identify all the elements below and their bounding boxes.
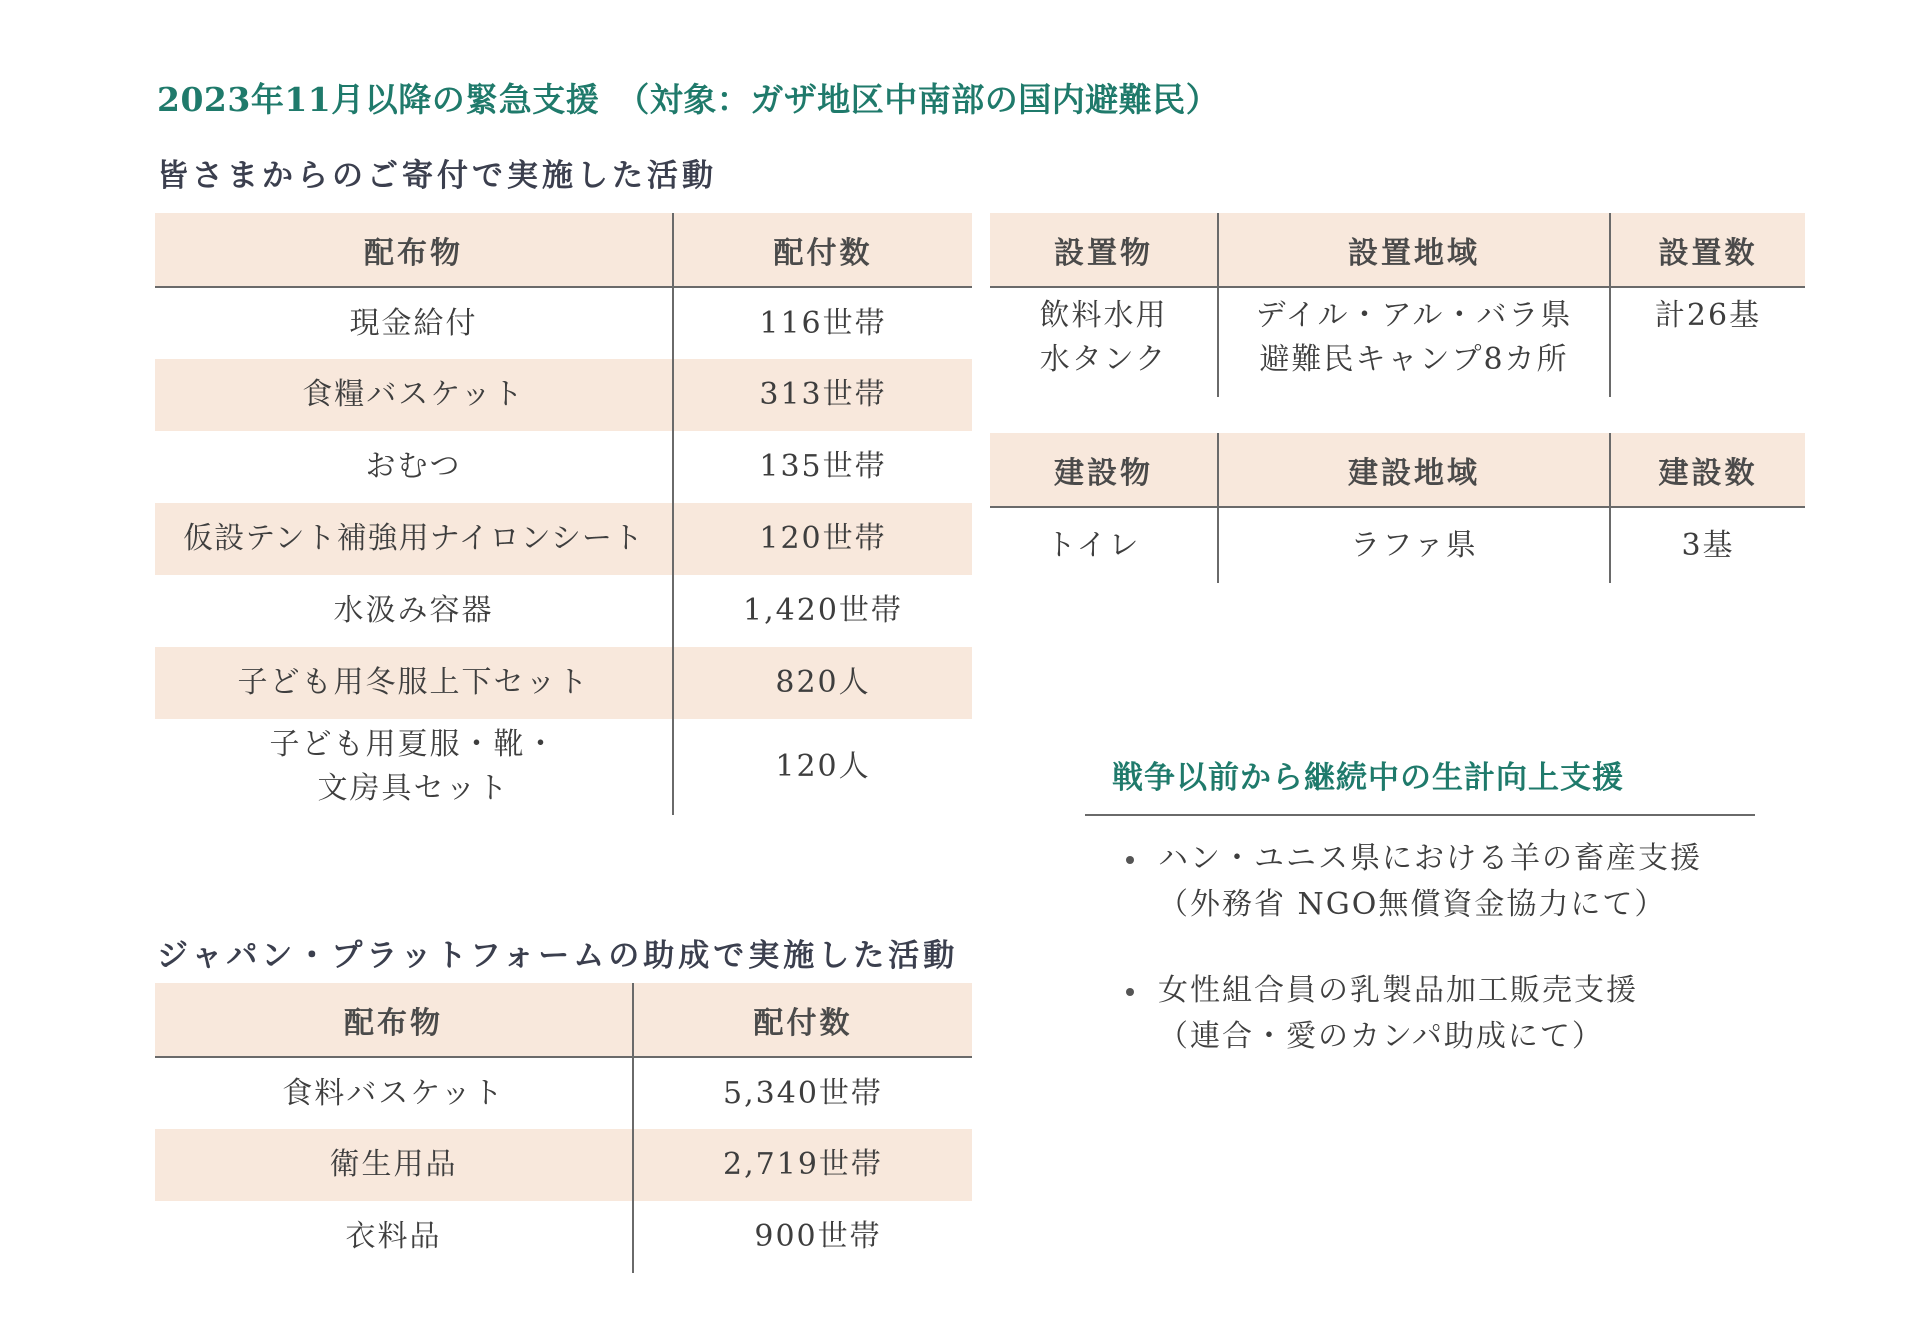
- bullet-line: 女性組合員の乳製品加工販売支援: [1158, 973, 1638, 1008]
- column-header-item: 配布物: [155, 213, 673, 287]
- table-row: [155, 1201, 972, 1273]
- column-header-count: 配付数: [633, 983, 972, 1057]
- table-row: [155, 287, 972, 359]
- jpf-section-title: ジャパン・プラットフォームの助成で実施した活動: [157, 938, 959, 974]
- table-row: [155, 1129, 972, 1201]
- area-line: 避難民キャンプ8カ所: [1259, 342, 1569, 377]
- column-header-item: 配布物: [155, 983, 633, 1057]
- item-cell: 現金給付: [155, 287, 673, 359]
- table-row: [155, 359, 972, 431]
- bullet-line: （連合・愛のカンパ助成にて）: [1158, 1019, 1604, 1054]
- item-line: 子ども用夏服・靴・: [269, 727, 558, 762]
- ongoing-support-list: [1120, 836, 1760, 1100]
- item-cell: 衛生用品: [155, 1129, 633, 1201]
- table-header-row: [155, 213, 972, 287]
- item-cell: 食料バスケット: [155, 1057, 633, 1129]
- table-row: [990, 287, 1805, 397]
- count-cell: 5,340世帯: [723, 1075, 883, 1111]
- item-cell: [990, 287, 1218, 397]
- table-header-row: [990, 433, 1805, 507]
- list-item: [1120, 836, 1760, 928]
- bullet-dot-icon: [1126, 988, 1134, 996]
- table-row: [155, 431, 972, 503]
- table-row: [155, 719, 972, 815]
- item-line: 飲料水用: [1039, 298, 1168, 333]
- item-cell: 食糧バスケット: [155, 359, 673, 431]
- table-row: [155, 1057, 972, 1129]
- item-cell: 衣料品: [155, 1201, 633, 1273]
- count-cell: 820人: [673, 647, 972, 719]
- bullet-line: （外務省 NGO無償資金協力にて）: [1158, 887, 1667, 922]
- item-cell: 水汲み容器: [155, 575, 673, 647]
- count-cell: 3基: [1681, 527, 1735, 563]
- table-header-row: [990, 213, 1805, 287]
- list-item: [1120, 968, 1760, 1060]
- donation-distribution-table: [155, 213, 972, 815]
- ongoing-section-title: 戦争以前から継続中の生計向上支援: [1112, 760, 1624, 796]
- item-line: 水タンク: [1039, 342, 1168, 377]
- page-title: 2023年11月以降の緊急支援 （対象：ガザ地区中南部の国内避難民）: [157, 80, 1220, 119]
- jpf-distribution-table: [155, 983, 972, 1273]
- column-header-built-area: 建設地域: [1218, 433, 1610, 507]
- installation-table: [990, 213, 1805, 397]
- item-cell: おむつ: [155, 431, 673, 503]
- column-header-installed-item: 設置物: [990, 213, 1218, 287]
- item-cell: トイレ: [990, 507, 1218, 583]
- donation-section-title: 皆さまからのご寄付で実施した活動: [157, 158, 717, 194]
- count-cell: 計26基: [1654, 298, 1762, 333]
- table-row: [990, 507, 1805, 583]
- table-row: [155, 575, 972, 647]
- table-row: [155, 647, 972, 719]
- column-header-installed-area: 設置地域: [1218, 213, 1610, 287]
- item-line: 文房具セット: [317, 771, 510, 806]
- table-header-row: [155, 983, 972, 1057]
- count-cell: 120世帯: [673, 503, 972, 575]
- count-cell: 313世帯: [673, 359, 972, 431]
- bullet-dot-icon: [1126, 856, 1134, 864]
- area-cell: [1218, 287, 1610, 397]
- table-row: [155, 503, 972, 575]
- item-cell: 仮設テント補強用ナイロンシート: [155, 503, 673, 575]
- count-cell: 900世帯: [754, 1219, 882, 1254]
- count-cell: 116世帯: [759, 305, 887, 341]
- construction-table: [990, 433, 1805, 583]
- item-cell: [155, 719, 673, 815]
- column-header-built-count: 建設数: [1610, 433, 1805, 507]
- count-cell: 135世帯: [759, 449, 887, 484]
- count-cell: 120人: [775, 749, 871, 784]
- ongoing-section-divider: [1085, 814, 1755, 816]
- column-header-built-item: 建設物: [990, 433, 1218, 507]
- column-header-installed-count: 設置数: [1610, 213, 1805, 287]
- count-cell: 2,719世帯: [633, 1129, 972, 1201]
- area-cell: ラファ県: [1218, 507, 1610, 583]
- bullet-line: ハン・ユニス県における羊の畜産支援: [1158, 841, 1702, 876]
- column-header-count: 配付数: [673, 213, 972, 287]
- area-line: デイル・アル・バラ県: [1255, 298, 1573, 333]
- count-cell: 1,420世帯: [743, 593, 903, 628]
- item-cell: 子ども用冬服上下セット: [155, 647, 673, 719]
